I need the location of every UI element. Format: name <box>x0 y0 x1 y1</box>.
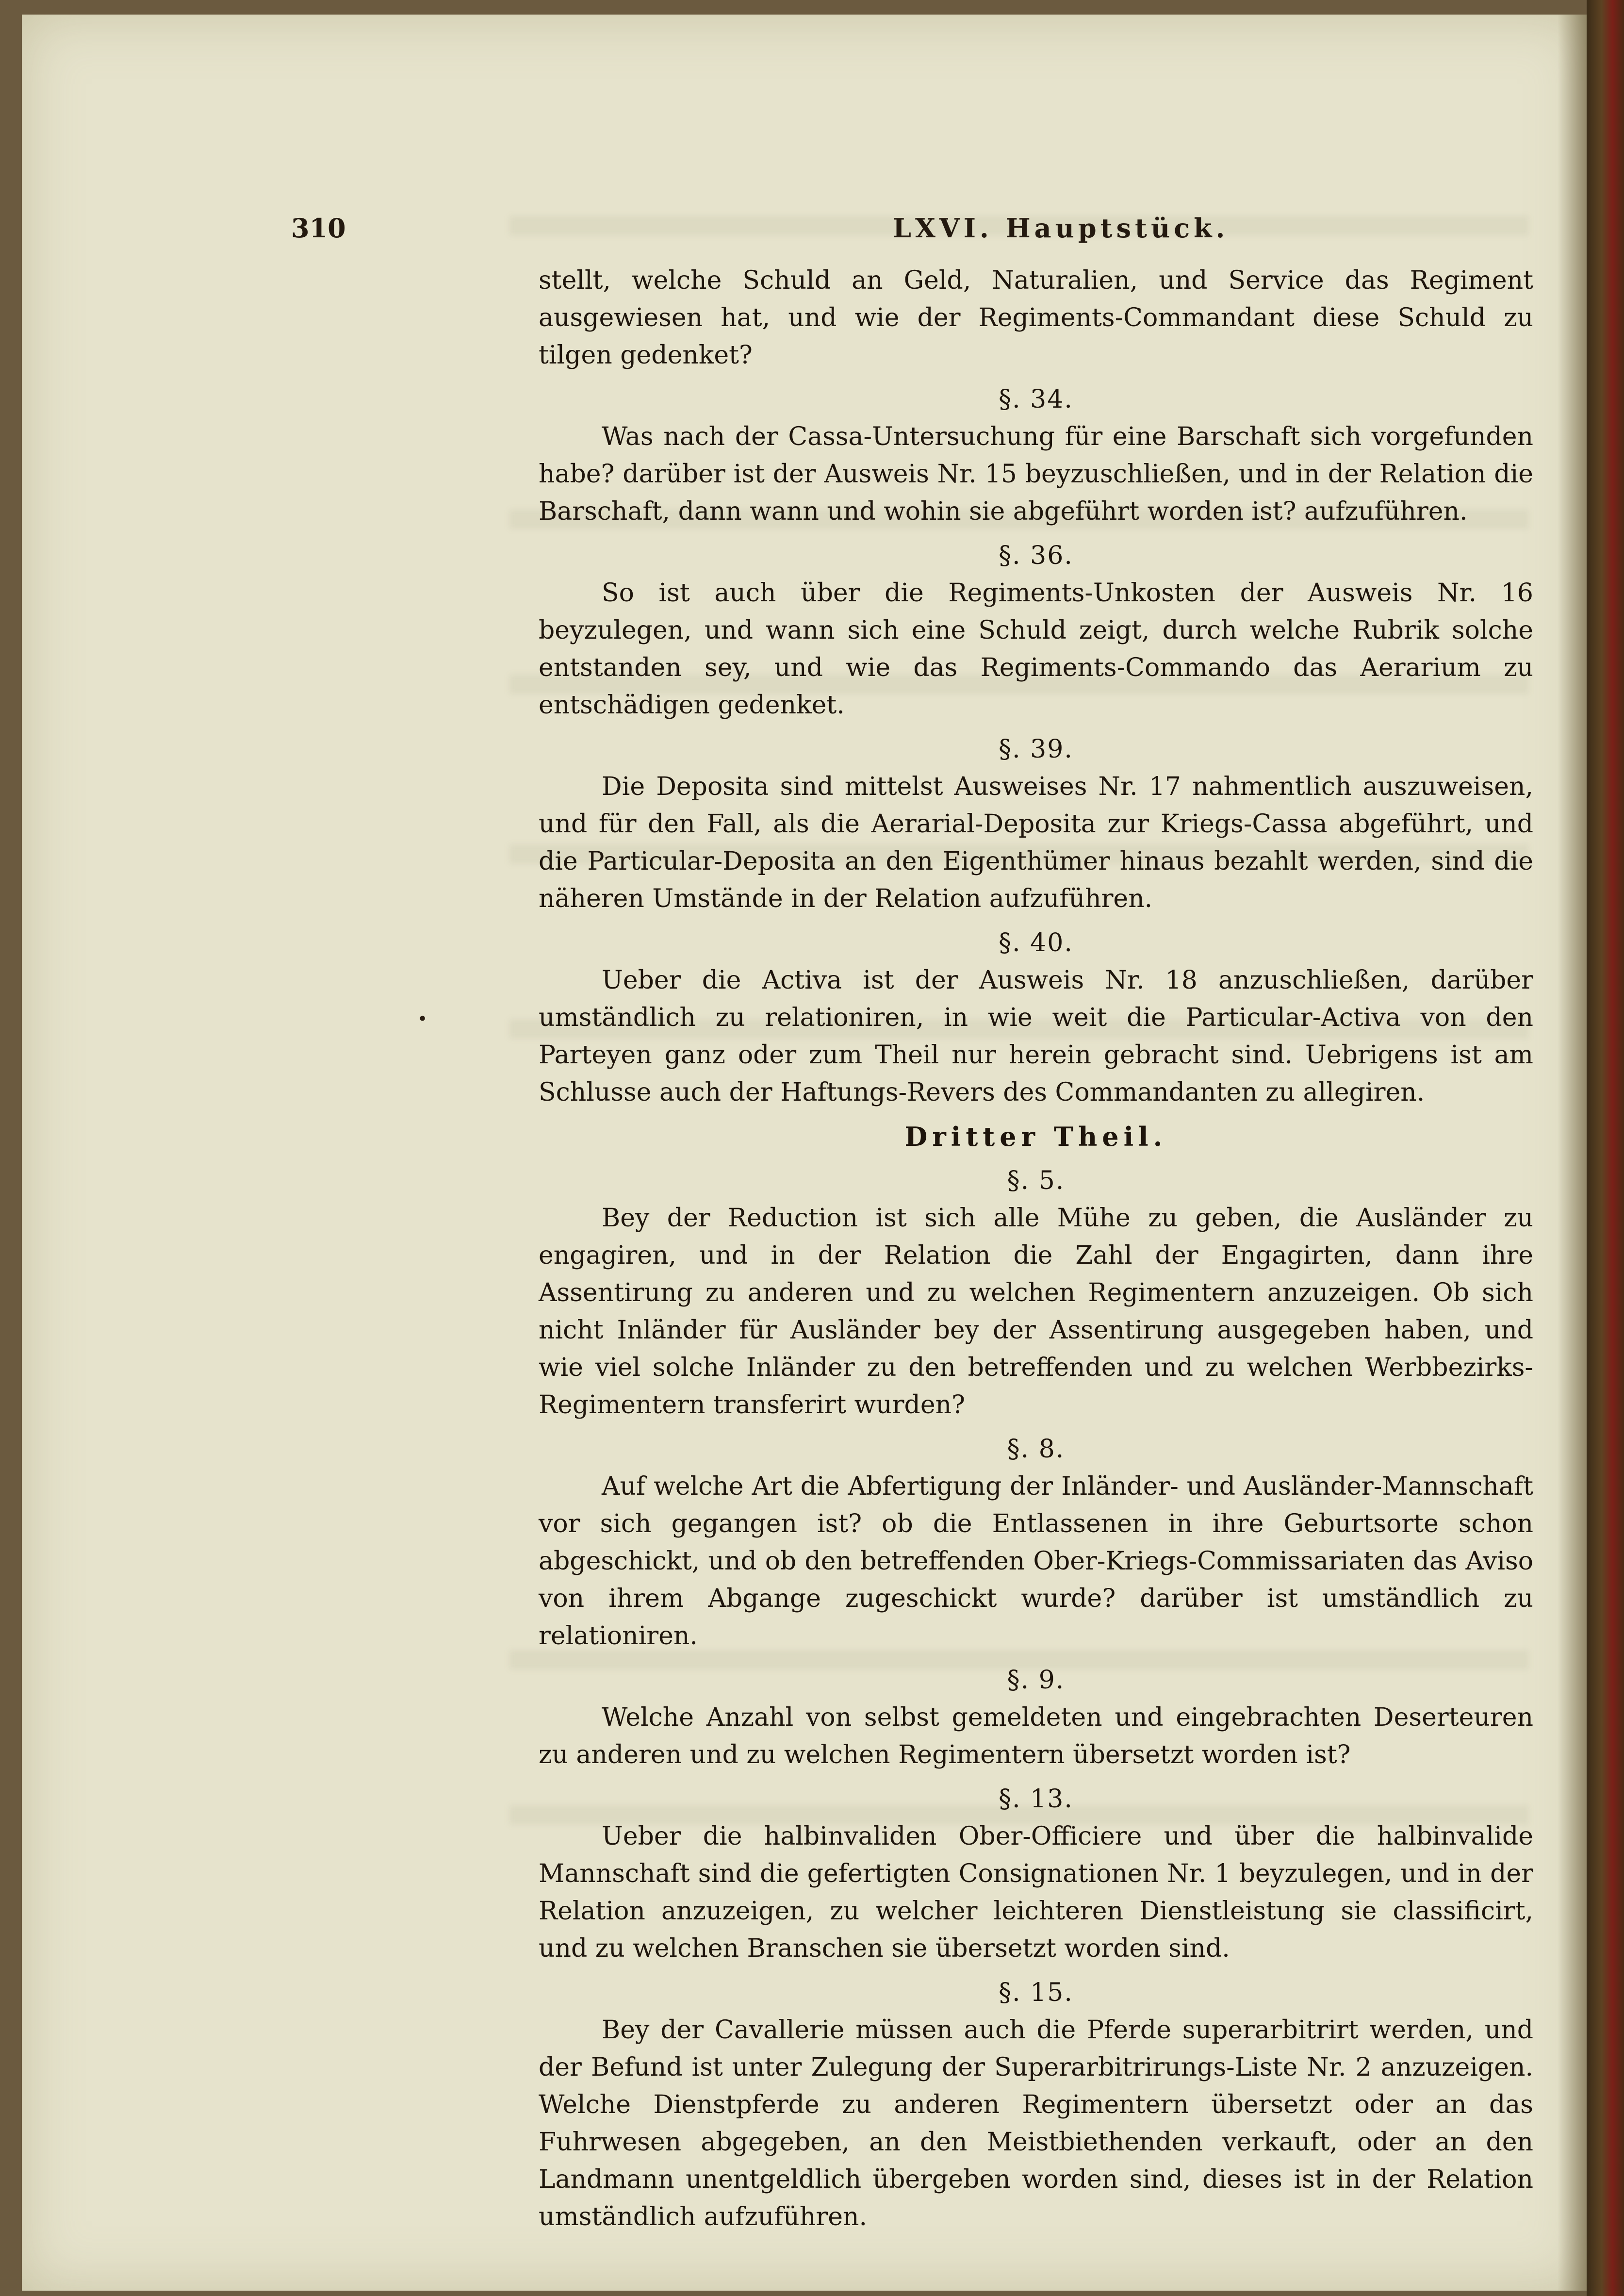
section-number: §. 36. <box>999 541 1073 570</box>
section-number: §. 40. <box>999 928 1073 958</box>
section-number: §. 15. <box>999 1978 1073 2007</box>
section-number: §. 34. <box>999 385 1073 414</box>
section-text: Bey der Cavallerie müssen auch die Pferde superarbitrirt werden, und der Befund ist unter Zulegung der Superarbitrirungs-Liste Nr. 2 anzuzeigen. Welche Dienstpferde zu anderen Regimentern übersetzt oder an das Fuhrwesen abgegeben, an den Meistbiethenden verkauft, oder an den Landmann unentgeldlich übergeben worden sind, dieses ist in der Relation umständlich aufzuführen. <box>539 2015 1533 2231</box>
section-text: Was nach der Cassa-Untersuchung für eine Barschaft sich vorgefunden habe? darüber ist der Ausweis Nr. 15 beyzuschließen, und in der Relation die Barschaft, dann wann und wohin sie abgeführt worden ist? aufzuführen. <box>539 422 1533 526</box>
section-text: So ist auch über die Regiments-Unkosten der Ausweis Nr. 16 beyzulegen, und wann sich eine Schuld zeigt, durch welche Rubrik solche entstanden sey, und wie das Regiments-Commando das Aerarium zu entschädigen gedenket. <box>539 578 1533 720</box>
section-text: Auf welche Art die Abfertigung der Inländer- und Ausländer-Mannschaft vor sich gegangen ist? ob die Entlassenen in ihre Geburtsorte schon abgeschickt, und ob den betreffenden Ober-Kriegs-Commissariaten das Aviso von ihrem Abgange zugeschickt wurde? darüber ist umständlich zu relationiren. <box>539 1472 1533 1651</box>
section-number: §. 39. <box>999 735 1073 764</box>
main-text <box>539 262 1533 2236</box>
section-text: Ueber die Activa ist der Ausweis Nr. 18 anzuschließen, darüber umständlich zu relationiren, in wie weit die Particular-Activa von den Parteyen ganz oder zum Theil nur herein gebracht sind. Uebrigens ist am Schlusse auch der Haftungs-Revers des Commandanten zu allegiren. <box>539 966 1533 1107</box>
section-number: §. 8. <box>1007 1435 1065 1464</box>
part-heading: Dritter Theil. <box>904 1121 1167 1152</box>
section-number: §. 5. <box>1007 1166 1065 1195</box>
book-binding <box>1587 0 1624 2296</box>
opening-paragraph: stellt, welche Schuld an Geld, Naturalien, und Service das Regiment ausgewiesen hat, und wie der Regiments-Commandant diese Schuld zu tilgen gedenket? <box>539 266 1533 370</box>
gutter-shadow <box>1558 15 1587 2291</box>
section-number: §. 9. <box>1007 1666 1065 1695</box>
section-text: Ueber die halbinvaliden Ober-Officiere und über die halbinvalide Mannschaft sind die gefertigten Consignationen Nr. 1 beyzulegen, und in der Relation anzuzeigen, zu welcher leichteren Dienstleistung sie classificirt, und zu welchen Branschen sie übersetzt worden sind. <box>539 1822 1533 1963</box>
running-head: LXVI. Hauptstück. <box>893 213 1229 244</box>
ink-spot: • <box>417 1009 428 1029</box>
section-text: Die Deposita sind mittelst Ausweises Nr. 17 nahmentlich auszuweisen, und für den Fall, als die Aerarial-Deposita zur Kriegs-Cassa abgeführt, und die Particular-Deposita an den Eigenthümer hinaus bezahlt werden, sind die näheren Umstände in der Relation aufzuführen. <box>539 772 1533 913</box>
page-number: 310 <box>291 213 346 244</box>
section-text: Welche Anzahl von selbst gemeldeten und eingebrachten Deserteuren zu anderen und zu welchen Regimentern übersetzt worden ist? <box>539 1703 1533 1769</box>
section-text: Bey der Reduction ist sich alle Mühe zu geben, die Ausländer zu engagiren, und in der Relation die Zahl der Engagirten, dann ihre Assentirung zu anderen und zu welchen Regimentern anzuzeigen. Ob sich nicht Inländer für Ausländer bey der Assentirung ausgegeben haben, und wie viel solche Inländer zu den betreffenden und zu welchen Werbbezirks-Regimentern transferirt wurden? <box>539 1204 1533 1420</box>
section-number: §. 13. <box>999 1784 1073 1814</box>
